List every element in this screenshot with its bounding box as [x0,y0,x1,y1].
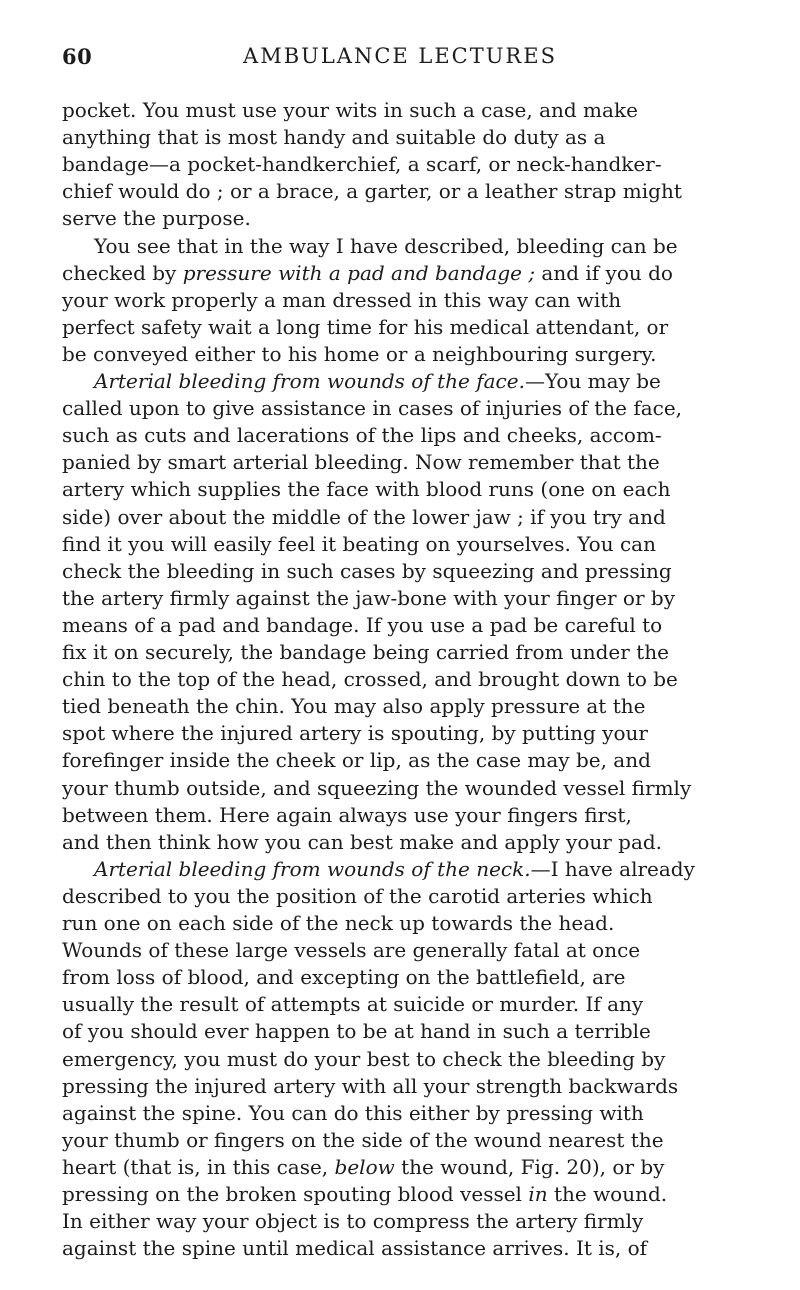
text-line [62,449,738,476]
running-title: AMBULANCE LECTURES [243,44,557,68]
text-segment: and then think how you can best make and apply your pad. [62,829,663,854]
text-line [62,802,738,829]
text-line [94,233,738,260]
text-line [62,260,738,287]
text-line [62,314,738,341]
text-segment: against the spine. You can do this either by pressing with [62,1100,644,1125]
text-line [62,422,738,449]
text-segment: the wound. [547,1182,668,1206]
text-segment: find it you will easily feel it beating on yourselves. You can [62,531,656,556]
text-line [62,1018,738,1045]
text-line [62,639,738,666]
text-line [62,585,738,612]
text-segment: described to you the position of the carotid arteries which [62,883,653,908]
text-segment: tied beneath the chin. You may also apply pressure at the [62,694,646,719]
text-line [62,666,738,693]
text-segment: the wound, Fig. 20), or by [394,1154,665,1179]
italic-text: below [334,1154,395,1179]
text-line [62,964,738,991]
text-segment: emergency, you must do your best to check the bleeding by [62,1046,666,1071]
text-segment: side) over about the middle of the lower jaw ; if you try and [62,504,666,529]
text-segment: In either way your object is to compress the artery firmly [62,1209,644,1234]
text-line [62,395,738,422]
text-line [62,504,738,531]
text-line [62,124,738,151]
text-segment: anything that is most handy and suitable do duty as a [62,125,606,150]
text-segment: your thumb outside, and squeezing the wounded vessel firmly [62,775,692,800]
text-line [62,693,738,720]
text-line [62,883,738,910]
text-segment: pocket. You must use your wits in such a case, and make [62,98,638,122]
text-line [62,205,738,232]
text-line [62,937,738,964]
text-segment: —You may be [524,369,661,393]
text-segment: perfect safety wait a long time for his medical attendant, or [62,314,669,339]
text-line [62,1073,738,1100]
text-line [62,178,738,205]
text-segment: serve the purpose. [62,206,251,231]
text-line [62,910,738,937]
text-segment: and if you do [535,260,673,285]
text-segment: such as cuts and lacerations of the lips and cheeks, accom- [62,423,662,448]
text-line [62,1235,738,1262]
text-segment: fix it on securely, the bandage being carried from under the [62,640,669,664]
text-segment: against the spine until medical assistance arrives. It is, of [62,1236,648,1261]
text-segment: run one on each side of the neck up towards the head. [62,911,615,935]
text-line [94,856,738,883]
text-segment: —I have already [530,856,695,881]
text-segment: usually the result of attempts at suicide or murder. If any [62,992,644,1017]
text-segment: checked by [62,260,183,285]
text-segment: your thumb or fingers on the side of the wound nearest the [62,1127,664,1152]
text-line [62,531,738,558]
text-line [62,1100,738,1127]
text-line [62,775,738,802]
text-line [62,558,738,585]
text-segment: check the bleeding in such cases by squeezing and pressing [62,558,672,583]
text-line [62,991,738,1018]
text-segment: heart (that is, in this case, [62,1154,335,1179]
text-line [62,287,738,314]
text-line [62,829,738,856]
text-segment: pressing on the broken spouting blood vessel [62,1182,529,1206]
text-segment: of you should ever happen to be at hand in such a terrible [62,1019,651,1044]
running-head [62,44,738,72]
text-segment: pressing the injured artery with all your strength backwards [62,1073,679,1098]
text-line [62,1127,738,1154]
text-line [62,1154,738,1181]
text-line [94,368,738,395]
text-line [62,720,738,747]
italic-text: in [528,1182,548,1206]
text-segment: spot where the injured artery is spouting, by putting your [62,721,648,746]
text-line [62,151,738,178]
text-segment: be conveyed either to his home or a neighbouring surgery. [62,341,657,366]
text-line [62,1208,738,1235]
text-segment: called upon to give assistance in cases of injuries of the face, [62,396,683,421]
italic-text: Arterial bleeding from wounds of the face. [94,369,525,393]
text-segment: artery which supplies the face with blood runs (one on each [62,477,671,502]
italic-text: Arterial bleeding from wounds of the neck. [94,856,531,881]
text-line [62,747,738,774]
text-segment: means of a pad and bandage. If you use a pad be careful to [62,612,663,637]
text-line [62,1046,738,1073]
text-line [62,97,738,124]
text-segment: Wounds of these large vessels are generally fatal at once [62,938,641,963]
text-segment: panied by smart arterial bleeding. Now remember that the [62,450,660,475]
text-segment: your work properly a man dressed in this way can with [62,287,622,312]
text-line [62,1181,738,1208]
text-segment: chief would do ; or a brace, a garter, or a leather strap might [62,179,682,204]
italic-text: pressure with a pad and bandage ; [182,260,536,285]
text-line [62,612,738,639]
text-segment: chin to the top of the head, crossed, and brought down to be [62,667,678,692]
text-line [62,476,738,503]
text-segment: bandage—a pocket-handkerchief, a scarf, or neck-handker- [62,152,662,177]
text-line [62,341,738,368]
page-number: 60 [62,44,93,69]
text-segment: forefinger inside the cheek or lip, as the case may be, and [62,748,651,773]
text-segment: between them. Here again always use your fingers first, [62,802,632,827]
text-segment: You see that in the way I have described, bleeding can be [94,233,678,258]
text-segment: from loss of blood, and excepting on the battlefield, are [62,965,626,990]
text-segment: the artery firmly against the jaw-bone with your finger or by [62,585,675,610]
